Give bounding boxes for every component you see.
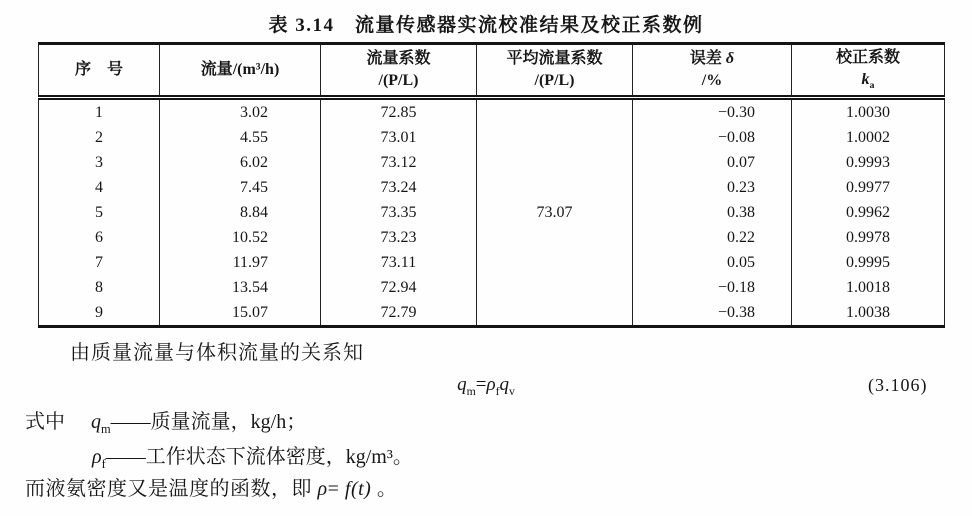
- cell-error: 0.23: [633, 175, 792, 200]
- delta-symbol: δ: [725, 49, 735, 67]
- header-avg-coef: [477, 44, 633, 98]
- cell-error: −0.08: [633, 125, 792, 150]
- cell-seq: 3: [39, 150, 160, 175]
- header-avg-coef-line2: /(P/L): [534, 72, 575, 89]
- equation-number: (3.106): [868, 375, 928, 395]
- header-seq-label: 序 号: [74, 60, 123, 78]
- cell-seq: 4: [39, 175, 160, 200]
- cell-seq: 5: [39, 200, 160, 225]
- closing-text: 而液氨密度又是温度的函数，即: [25, 478, 318, 500]
- m-subscript: m: [101, 422, 111, 436]
- cell-correction: 0.9978: [792, 225, 945, 250]
- cell-flow: 11.97: [160, 250, 321, 275]
- cell-flow: 4.55: [160, 125, 321, 150]
- table-header-row: [39, 44, 945, 98]
- where-clause-qm: [25, 405, 306, 437]
- cell-seq: 7: [39, 250, 160, 275]
- cell-coef: 72.85: [321, 98, 477, 126]
- table-row: [39, 98, 945, 126]
- rho-symbol: ρ: [92, 446, 102, 468]
- f-subscript: f: [495, 384, 500, 398]
- header-flow: [160, 44, 321, 98]
- em-dash: ——: [105, 446, 146, 468]
- cell-seq: 8: [39, 275, 160, 300]
- function-expression: f(t): [344, 478, 372, 500]
- cell-error: 0.07: [633, 150, 792, 175]
- v-subscript: v: [509, 384, 515, 398]
- rho-symbol: ρ: [317, 478, 328, 500]
- q-symbol: q: [91, 411, 101, 433]
- cell-coef: 73.11: [321, 250, 477, 275]
- cell-error: −0.38: [633, 300, 792, 327]
- header-correction-line2: [792, 69, 944, 93]
- cell-seq: 6: [39, 225, 160, 250]
- cell-flow: 13.54: [160, 275, 321, 300]
- header-correction-line1: 校正系数: [835, 48, 900, 66]
- cell-coef: 72.79: [321, 300, 477, 327]
- cell-flow: 15.07: [160, 300, 321, 327]
- cell-flow: 8.84: [160, 200, 321, 225]
- cell-coef: 73.24: [321, 175, 477, 200]
- cell-coef: 73.01: [321, 125, 477, 150]
- header-flow-label: 流量/(m³/h): [200, 60, 280, 78]
- cell-coef: 72.94: [321, 275, 477, 300]
- cell-avg-coef: 73.07: [477, 98, 633, 327]
- cell-correction: 0.9977: [792, 175, 945, 200]
- cell-error: −0.18: [633, 275, 792, 300]
- cell-flow: 7.45: [160, 175, 321, 200]
- cell-correction: 1.0038: [792, 300, 945, 327]
- equals-sign: =: [475, 374, 487, 395]
- cell-correction: 0.9962: [792, 200, 945, 225]
- m-subscript: m: [466, 384, 476, 398]
- cell-seq: 2: [39, 125, 160, 150]
- paragraph-intro: 由质量流量与体积流量的关系知: [70, 342, 364, 364]
- k-subscript: a: [869, 80, 875, 92]
- em-dash: ——: [110, 411, 151, 433]
- cell-error: 0.38: [633, 200, 792, 225]
- definition-text: 工作状态下流体密度，kg/m³。: [145, 446, 413, 468]
- cell-flow: 6.02: [160, 150, 321, 175]
- f-subscript: f: [101, 457, 106, 471]
- header-error-line2: /%: [701, 72, 723, 89]
- cell-flow: 3.02: [160, 98, 321, 126]
- where-label: 式中: [25, 411, 65, 433]
- paragraph-closing: [25, 472, 397, 501]
- closing-period: 。: [371, 478, 398, 500]
- cell-coef: 73.35: [321, 200, 477, 225]
- header-flow-coef-line1: 流量系数: [366, 49, 431, 67]
- cell-correction: 1.0018: [792, 275, 945, 300]
- k-symbol: k: [861, 71, 870, 89]
- cell-error: −0.30: [633, 98, 792, 126]
- q-symbol: q: [457, 374, 467, 395]
- cell-seq: 1: [39, 98, 160, 126]
- cell-correction: 0.9993: [792, 150, 945, 175]
- cell-error: 0.22: [633, 225, 792, 250]
- calibration-table: [38, 42, 945, 328]
- header-error: [633, 44, 792, 98]
- header-correction: [792, 44, 945, 98]
- mass-flow-formula: [0, 374, 972, 399]
- rho-symbol: ρ: [486, 374, 496, 395]
- table-title: 表 3.14 流量传感器实流校准结果及校正系数例: [268, 15, 704, 36]
- cell-correction: 0.9995: [792, 250, 945, 275]
- header-error-line1: 误差 δ: [689, 49, 735, 67]
- header-seq: [39, 44, 160, 98]
- cell-seq: 9: [39, 300, 160, 327]
- q-symbol: q: [499, 374, 510, 395]
- cell-coef: 73.12: [321, 150, 477, 175]
- definition-text: 质量流量，kg/h；: [150, 411, 307, 433]
- cell-coef: 73.23: [321, 225, 477, 250]
- header-flow-coef-line2: /(P/L): [378, 72, 419, 89]
- header-avg-coef-line1: 平均流量系数: [506, 49, 603, 67]
- where-clause-rho: [92, 440, 413, 472]
- equals-sign: =: [327, 478, 345, 500]
- cell-error: 0.05: [633, 250, 792, 275]
- cell-correction: 1.0030: [792, 98, 945, 126]
- cell-correction: 1.0002: [792, 125, 945, 150]
- cell-flow: 10.52: [160, 225, 321, 250]
- header-flow-coef: [321, 44, 477, 98]
